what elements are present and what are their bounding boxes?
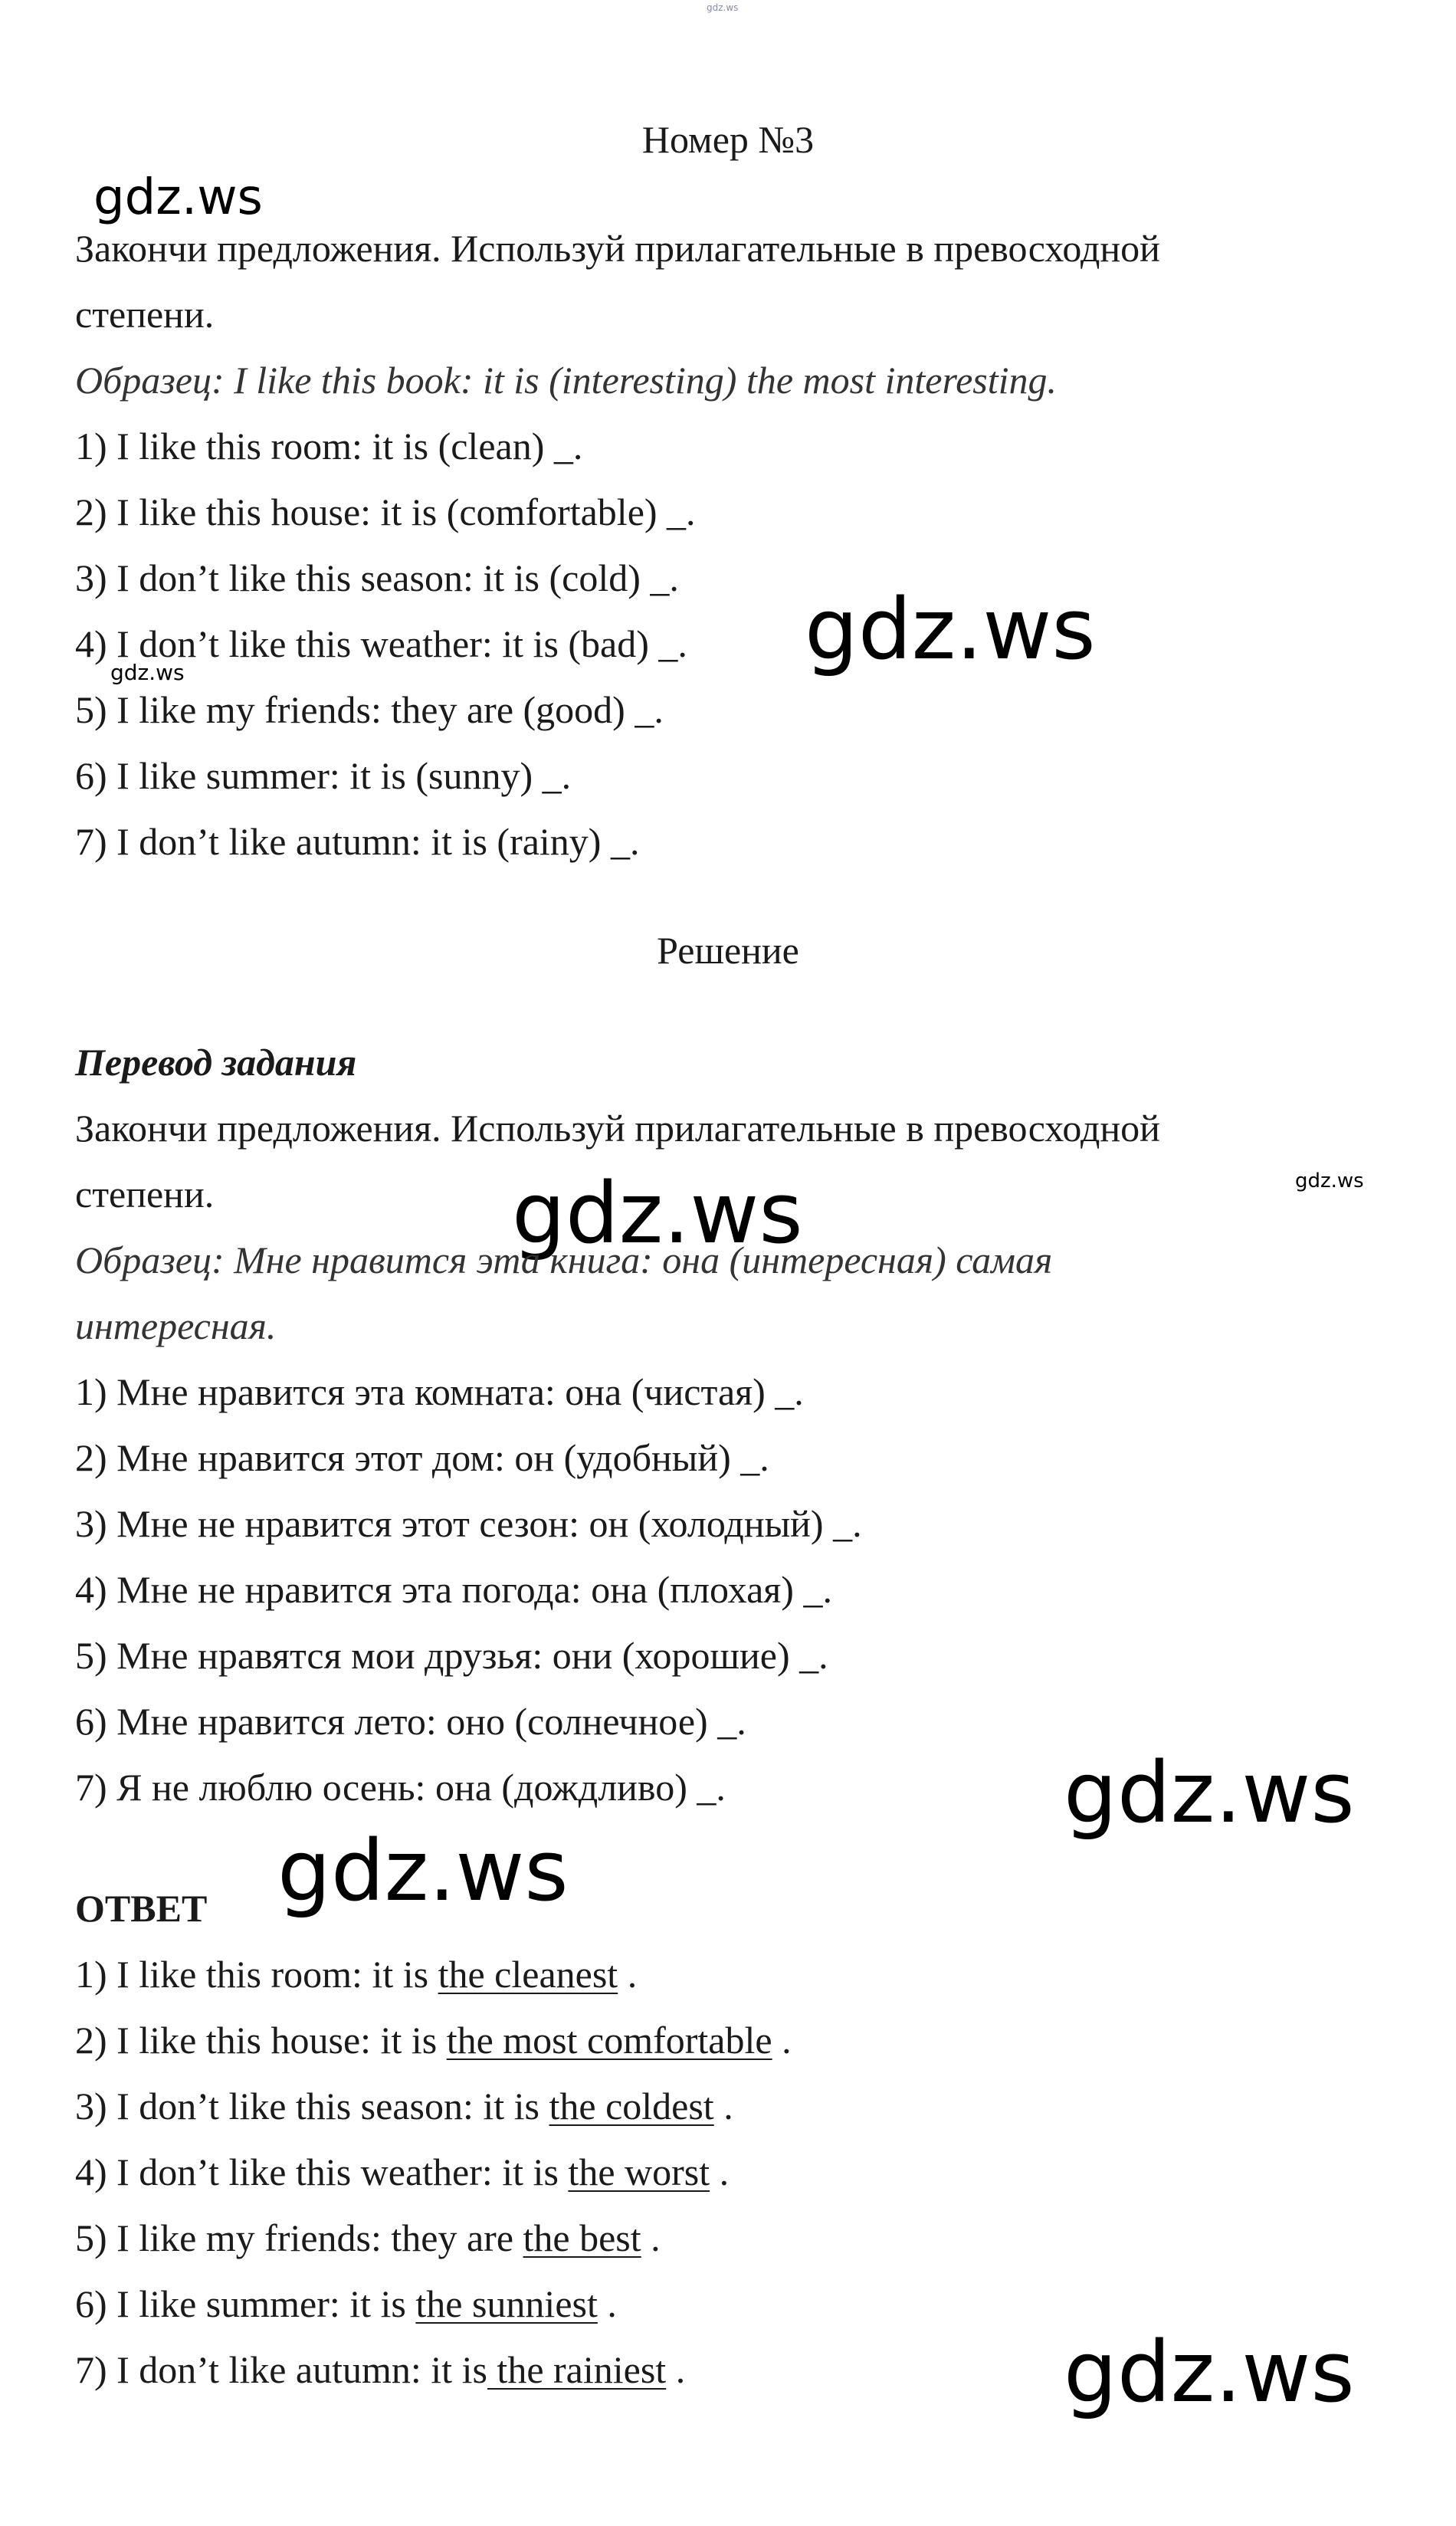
task-instruction: степени.	[75, 293, 215, 336]
task-item: 1) I like this room: it is (clean) _.	[75, 425, 583, 467]
watermark: gdz.ws	[1064, 1744, 1355, 1842]
answer-item	[75, 2215, 661, 2261]
answer-value: the sunniest	[415, 2282, 598, 2325]
answer-heading: ОТВЕТ	[75, 1887, 208, 1930]
answer-value: the rainiest	[487, 2348, 667, 2391]
translation-item: 2) Мне нравится этот дом: он (удобный) _.	[75, 1436, 769, 1479]
page-title: Номер №3	[641, 118, 815, 161]
translation-item: 3) Мне не нравится этот сезон: он (холодный) _.	[75, 1502, 862, 1545]
watermark: gdz.ws	[1064, 2323, 1355, 2421]
answer-prefix: 3) I don’t like this season: it is	[75, 2085, 549, 2127]
answer-item	[75, 2083, 733, 2129]
answer-prefix: 6) I like summer: it is	[75, 2282, 416, 2325]
translation-item: 7) Я не люблю осень: она (дождливо) _.	[75, 1766, 726, 1809]
task-item: 2) I like this house: it is (comfortable) _.	[75, 490, 696, 533]
answer-prefix: 5) I like my friends: they are	[75, 2216, 523, 2259]
answer-value: the worst	[568, 2150, 710, 2193]
answer-suffix: .	[710, 2150, 730, 2193]
answer-suffix: .	[641, 2216, 661, 2259]
translation-item: 1) Мне нравится эта комната: она (чистая) _.	[75, 1370, 804, 1413]
answer-value: the best	[523, 2216, 641, 2259]
answer-suffix: .	[597, 2282, 617, 2325]
task-item: 3) I don’t like this season: it is (cold) _.	[75, 556, 679, 599]
watermark-small: gdz.ws	[110, 660, 185, 685]
solution-heading: Решение	[657, 929, 799, 972]
watermark: gdz.ws	[805, 580, 1096, 678]
answer-item	[75, 2347, 685, 2393]
translation-instruction: Закончи предложения. Используй прилагательные в превосходной	[75, 1107, 1160, 1150]
watermark: gdz.ws	[512, 1164, 803, 1262]
answer-item	[75, 1951, 637, 1997]
answer-suffix: .	[618, 1953, 638, 1996]
watermark: gdz.ws	[93, 169, 263, 226]
answer-prefix: 1) I like this room: it is	[75, 1953, 438, 1996]
answer-value: the most comfortable	[446, 2019, 772, 2062]
translation-item: 5) Мне нравятся мои друзья: они (хорошие) _.	[75, 1634, 828, 1677]
answer-prefix: 2) I like this house: it is	[75, 2019, 447, 2062]
task-item: 5) I like my friends: they are (good) _.	[75, 688, 664, 731]
translation-item: 4) Мне не нравится эта погода: она (плохая) _.	[75, 1568, 832, 1611]
translation-instruction: степени.	[75, 1173, 215, 1215]
answer-item	[75, 2149, 729, 2195]
answer-suffix: .	[772, 2019, 792, 2062]
answer-suffix: .	[713, 2085, 733, 2127]
task-item: 4) I don’t like this weather: it is (bad) _.	[75, 622, 687, 665]
task-item: 6) I like summer: it is (sunny) _.	[75, 754, 572, 797]
answer-item	[75, 2281, 617, 2327]
watermark: gdz.ws	[277, 1822, 569, 1920]
translation-heading: Перевод задания	[75, 1041, 357, 1084]
answer-value: the coldest	[549, 2085, 714, 2127]
translation-example: Образец: Мне нравится эта книга: она (интересная) самая	[75, 1238, 1053, 1281]
watermark-small: gdz.ws	[1295, 1170, 1364, 1192]
task-instruction: Закончи предложения. Используй прилагательные в превосходной	[75, 227, 1160, 270]
answer-value: the cleanest	[438, 1953, 618, 1996]
translation-item: 6) Мне нравится лето: оно (солнечное) _.	[75, 1700, 746, 1743]
answer-prefix: 4) I don’t like this weather: it is	[75, 2150, 569, 2193]
translation-example: интересная.	[75, 1304, 277, 1347]
answer-suffix: .	[666, 2348, 686, 2391]
answer-prefix: 7) I don’t like autumn: it is	[75, 2348, 487, 2391]
watermark-tiny: gdz.ws	[707, 2, 739, 13]
task-example: Образец: I like this book: it is (interesting) the most interesting.	[75, 359, 1058, 402]
answer-item	[75, 2017, 792, 2063]
task-item: 7) I don’t like autumn: it is (rainy) _.	[75, 820, 640, 863]
